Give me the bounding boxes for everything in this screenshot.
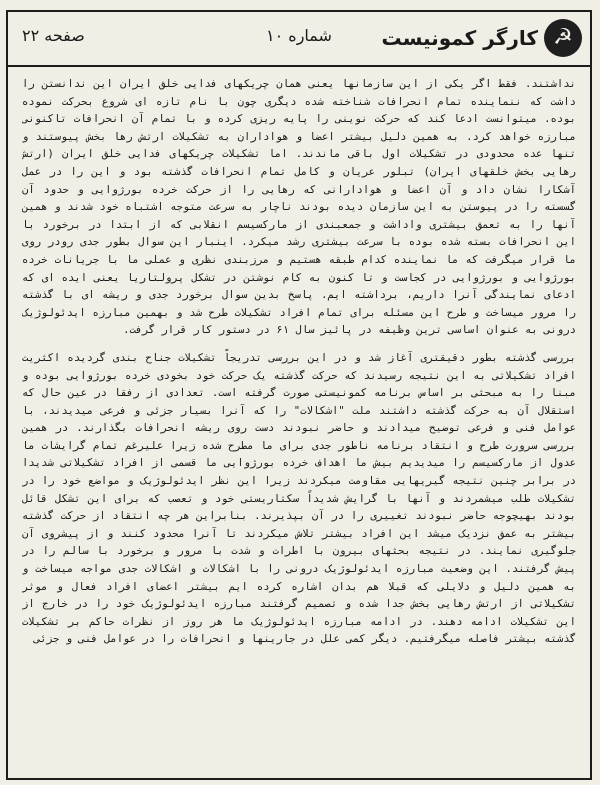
paragraph: نداشتند. فقط اگر یکی از این سازمانها یعنی همان چریکهای فدایی خلق ایران این ندانستن را داشت که ننماینده تمام انحرافات شناخته شده دیگری چون با نام تازه ای شروع بحرکت نموده بوده. میتوانست ادعا کند که حرکت نوینی را پایه ریزی کرده و با تمام آن انحرافات تاکنونی مبارزه خواهد کرد. به همین دلیل بیشتر اعضا و هواداران به تشکیلات ارتش رها بخش پیوستند و تنها عده محدودی در تشکیلات اول باقی ماندند. اما تشکیلات چریکهای فدایی خلق ایران (ارتش رهایی بخش خلقهای ایران) تبلور عریان و کامل تمام انحرافات گذشته بود و این را در عمل آشکارا نشان داد و آن اعضا و هوادارانی که رهایی را از حرکت خرده بورژوایی و حدود آن گسسته را در پیوستن به این سازمان دیده بودند ناچار به سرعت متوجه اشتباه خود شدند و همین آنها را به تعمق بیشتری واداشت و جمعبندی از مارکسیسم انقلابی که از ابتدا در برخورد با این انحرافات بسته شده بوده با سرعت بیشتری رشد میکرد. اینبار این سوال بطور جدی رودر روی ما قرار میگرفت که ما نماینده کدام طبقه هستیم و مرزبندی نظری و عملی ما با جریانات خرده بورژوایی و بورژوایی در کجاست و تا کنون به کام نوشتن در تشکل پرولتاریا یعنی ایده ای که ادعای نمایندگی آنرا داریم، برداشته ایم. پاسخ بدین سوال برخورد جدی و ریشه ای با گذشته را مرور میساخت و طرح این مسئله برای تمام افراد تشکیلات طرح شد و بهمین مبارزه ایدئولوژیک درونی به عنوان اساسی ترین وظیفه در پائیز سال ۶۱ در دستور کار قرار گرفت. — [22, 78, 576, 337]
page-header — [8, 12, 590, 67]
article-body — [22, 76, 576, 772]
page-number: صفحه ۲۲ — [22, 26, 85, 45]
paragraph: بررسی گذشته بطور دقیقتری آغاز شد و در این بررسی تدریجاً تشکیلات جناح بندی گردیده اکثریت افراد تشکیلاتی به این نتیجه رسیدند که حرکت گذشته یک حرکت خود بخودی خرده بورژوایی بوده و مبنا را به مبحثی بر اساس برنامه کمونیستی صورت گرفته است. تعدادی از رفقا در عین حال که استقلال آن به حرکت گذشته داشتند ملت "اشکالات" را که آنرا بسیار جزئی و فرعی میدیدند، با عوامل فنی و فرعی توضیح میدادند و حاضر نبودند دست روی ریشه انحرافات بگذارند. در همین بررسی سرورت طرح و انتقاد برنامه ناطور جدی برای ما مطرح شده زیرا علیرغم تمام گرایشات ما عدول از مارکسیسم را میدیدیم بیش ما اهداف خرده بورژوایی ما قسمی از افراد تشکیلاتی شدیدا در برابر چنین نتیجه گیریهایی مقاومت میکردند زیرا این نظر ایدئولوژیک و مواضع خود را در تشکیلات طلب میشمردند و آنها با گرایش شدیداً سکتاریستی خود و تعصب که برای این تشکل قائل بودند بهیچوجه حاضر نبودند تغییری را در آن بپذیرند. بنابراین هر چه انتقاد از حرکت گذشته بیشتر به عمق نزدیک میشد این افراد بیشتر تلاش میکردند تا آنرا محدود کنند و از پیشروی آن جلوگیری نمایند. در نتیجه بحثهای بیرون با اطرات و شدت با مرور و برخورد با سالم را در پیش گرفتند. این وضعیت مبارزه ایدئولوژیک درونی را با اشکالات و اشکالات جدی مواجه میساخت و به همین دلیل و دلایلی که قبلا هم بدان اشاره کرده ایم بیشتر اعضای افراد فعال و موثر تشکیلاتی از ارتش رهایی بخش جدا شده و تصمیم گرفتند مبارزه ایدئولوژیک خود را در خارج از این تشکیلات ادامه دهند. در ادامه مبارزه ایدئولوژیک ما هر روز از نظرات حاکم بر تشکیلات گذشته بیشتر فاصله میگرفتیم. دیگر کمی علل در جارینها و انحرافات را در عوامل فنی و جزئی — [22, 351, 576, 646]
issue-number: شماره ۱۰ — [266, 26, 332, 45]
page-frame — [6, 10, 592, 780]
masthead-title: کارگر کمونیست — [381, 26, 538, 50]
hammer-sickle-icon: ☭ — [544, 19, 582, 57]
